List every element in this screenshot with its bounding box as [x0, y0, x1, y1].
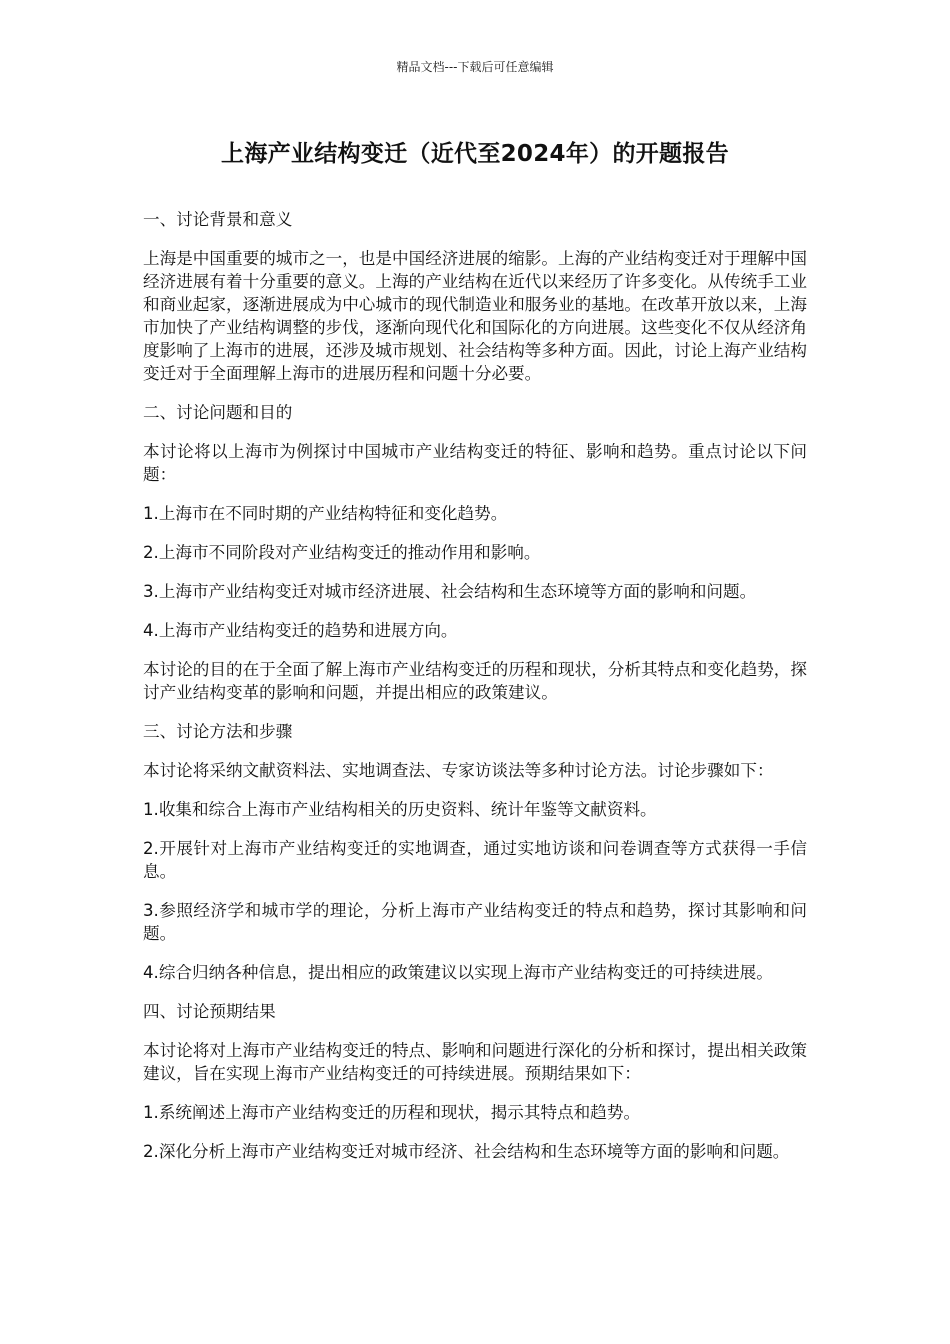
document-title: 上海产业结构变迁（近代至2024年）的开题报告 [221, 141, 729, 167]
section-2-item-3: 3.上海市产业结构变迁对城市经济进展、社会结构和生态环境等方面的影响和问题。 [143, 582, 757, 601]
section-3-step-4: 4.综合归纳各种信息，提出相应的政策建议以实现上海市产业结构变迁的可持续进展。 [143, 963, 773, 982]
section-2-heading: 二、讨论问题和目的 [143, 403, 293, 422]
section-3-intro: 本讨论将采纳文献资料法、实地调查法、专家访谈法等多种讨论方法。讨论步骤如下： [143, 761, 774, 780]
section-4-intro: 本讨论将对上海市产业结构变迁的特点、影响和问题进行深化的分析和探讨，提出相关政策建议，旨在实现上海市产业结构变迁的可持续进展。预期结果如下： [143, 1041, 807, 1083]
page-header-note: 精品文档---下载后可任意编辑 [396, 60, 554, 74]
section-3-heading: 三、讨论方法和步骤 [143, 722, 293, 741]
section-4-heading: 四、讨论预期结果 [143, 1002, 276, 1021]
section-2-intro: 本讨论将以上海市为例探讨中国城市产业结构变迁的特征、影响和趋势。重点讨论以下问题： [143, 442, 807, 484]
section-4-result-1: 1.系统阐述上海市产业结构变迁的历程和现状，揭示其特点和趋势。 [143, 1103, 641, 1122]
document-body [143, 208, 807, 1179]
section-3-step-3: 3.参照经济学和城市学的理论，分析上海市产业结构变迁的特点和趋势，探讨其影响和问题。 [143, 901, 807, 943]
section-2-item-1: 1.上海市在不同时期的产业结构特征和变化趋势。 [143, 504, 508, 523]
section-2-item-4: 4.上海市产业结构变迁的趋势和进展方向。 [143, 621, 458, 640]
section-2-purpose: 本讨论的目的在于全面了解上海市产业结构变迁的历程和现状，分析其特点和变化趋势，探讨产业结构变革的影响和问题，并提出相应的政策建议。 [143, 660, 807, 702]
section-2-item-2: 2.上海市不同阶段对产业结构变迁的推动作用和影响。 [143, 543, 541, 562]
section-4-result-2: 2.深化分析上海市产业结构变迁对城市经济、社会结构和生态环境等方面的影响和问题。 [143, 1142, 790, 1161]
section-1-paragraph: 上海是中国重要的城市之一，也是中国经济进展的缩影。上海的产业结构变迁对于理解中国经济进展有着十分重要的意义。上海的产业结构在近代以来经历了许多变化。从传统手工业和商业起家，逐渐进展成为中心城市的现代制造业和服务业的基地。在改革开放以来，上海市加快了产业结构调整的步伐，逐渐向现代化和国际化的方向进展。这些变化不仅从经济角度影响了上海市的进展，还涉及城市规划、社会结构等多种方面。因此，讨论上海产业结构变迁对于全面理解上海市的进展历程和问题十分必要。 [143, 249, 807, 383]
section-1-heading: 一、讨论背景和意义 [143, 210, 293, 229]
section-3-step-1: 1.收集和综合上海市产业结构相关的历史资料、统计年鉴等文献资料。 [143, 800, 657, 819]
section-3-step-2: 2.开展针对上海市产业结构变迁的实地调查，通过实地访谈和问卷调查等方式获得一手信息。 [143, 839, 807, 881]
